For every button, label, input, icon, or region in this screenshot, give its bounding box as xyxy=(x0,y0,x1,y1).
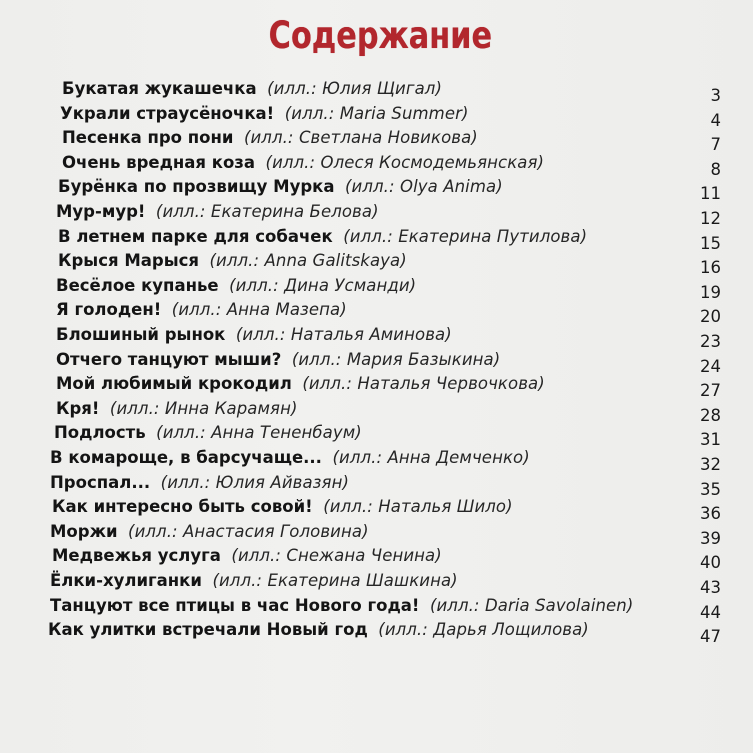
page-number: 27 xyxy=(700,381,721,401)
story-title: Проспал... xyxy=(50,472,151,492)
illustrator-credit: (илл.: Юлия Щигал) xyxy=(267,79,442,98)
toc-entry xyxy=(0,227,753,251)
toc-entry-text xyxy=(50,473,349,493)
story-title: В летнем парке для собачек xyxy=(58,226,333,246)
illustrator-credit: (илл.: Наталья Шило) xyxy=(323,497,513,517)
toc-entry xyxy=(0,571,753,595)
story-title: Я голоден! xyxy=(56,300,162,320)
toc-entry-text xyxy=(56,350,500,370)
toc-entry xyxy=(0,276,753,300)
page-number: 7 xyxy=(710,135,721,155)
illustrator-credit: (илл.: Анна Демченко) xyxy=(332,448,530,467)
illustrator-credit: (илл.: Daria Savolainen) xyxy=(429,595,634,615)
story-title: Букатая жукашечка xyxy=(62,79,257,98)
page-number: 43 xyxy=(700,578,721,597)
toc-entry-text xyxy=(54,423,362,443)
story-title: Весёлое купанье xyxy=(56,275,219,295)
illustrator-credit: (илл.: Наталья Червочкова) xyxy=(302,374,545,394)
illustrator-credit: (илл.: Анна Тененбаум) xyxy=(156,423,362,443)
toc-entry xyxy=(0,350,753,374)
page-number: 23 xyxy=(700,332,721,351)
story-title: Песенка про пони xyxy=(62,128,234,148)
toc-entry xyxy=(0,325,753,349)
page-number: 44 xyxy=(700,602,721,622)
illustrator-credit: (илл.: Анастасия Головина) xyxy=(128,521,369,541)
illustrator-credit: (илл.: Анна Мазепа) xyxy=(171,300,347,320)
page-number: 28 xyxy=(700,405,721,425)
toc-entry-text xyxy=(62,128,478,148)
toc-entry xyxy=(0,448,753,472)
page-number: 47 xyxy=(700,627,721,647)
page-number: 40 xyxy=(700,553,721,573)
toc-entry xyxy=(0,153,753,177)
story-title: Мой любимый крокодил xyxy=(56,374,292,394)
toc-entry xyxy=(0,473,753,497)
toc-entry-text xyxy=(52,546,442,566)
illustrator-credit: (илл.: Инна Карамян) xyxy=(109,398,298,418)
toc-entry xyxy=(0,399,753,423)
page-number: 4 xyxy=(710,110,721,130)
story-title: Кря! xyxy=(56,398,100,418)
toc-entry xyxy=(0,596,753,620)
toc-entry xyxy=(0,522,753,546)
illustrator-credit: (илл.: Екатерина Белова) xyxy=(155,202,379,221)
toc-entry-text xyxy=(60,104,469,124)
story-title: Подлость xyxy=(54,423,146,443)
toc-entry xyxy=(0,620,753,647)
toc-entry-text xyxy=(50,571,458,591)
toc-entry-text xyxy=(58,227,587,247)
illustrator-credit: (илл.: Снежана Ченина) xyxy=(231,546,442,566)
page-number: 36 xyxy=(700,504,721,524)
illustrator-credit: (илл.: Светлана Новикова) xyxy=(243,128,478,148)
toc-entry xyxy=(0,104,753,128)
toc-entry-text xyxy=(62,79,442,99)
story-title: Украли страусёночка! xyxy=(60,103,275,123)
page-title: Содержание xyxy=(268,14,493,57)
illustrator-credit: (илл.: Екатерина Путилова) xyxy=(343,226,588,246)
page-number: 20 xyxy=(700,307,721,327)
story-title: Как интересно быть совой! xyxy=(52,497,313,517)
illustrator-credit: (илл.: Наталья Аминова) xyxy=(235,325,452,344)
toc-entry xyxy=(0,177,753,204)
page-number: 31 xyxy=(700,430,721,450)
toc-entry-text xyxy=(50,448,530,468)
toc-entry-text xyxy=(52,497,513,517)
toc-entry-text xyxy=(56,276,416,296)
illustrator-credit: (илл.: Дарья Лощилова) xyxy=(378,620,589,640)
page-number: 11 xyxy=(700,184,721,204)
page-number: 19 xyxy=(700,282,721,302)
toc-entry xyxy=(0,300,753,327)
toc-entry-text xyxy=(56,374,545,394)
page-number: 15 xyxy=(700,233,721,253)
story-title: Ёлки-хулиганки xyxy=(50,571,202,590)
toc-entry-text xyxy=(62,153,544,173)
story-title: Блошиный рынок xyxy=(56,325,226,344)
illustrator-credit: (илл.: Anna Galitskaya) xyxy=(209,251,407,271)
toc-entry xyxy=(0,128,753,155)
toc-entry-text xyxy=(56,325,452,345)
page-number: 16 xyxy=(700,258,721,278)
story-title: Крыся Марыся xyxy=(58,251,199,271)
story-title: Медвежья услуга xyxy=(52,546,221,566)
page-number: 39 xyxy=(700,528,721,548)
toc-entry-text xyxy=(50,596,633,616)
illustrator-credit: (илл.: Мария Базыкина) xyxy=(291,349,501,369)
toc-entry-text xyxy=(58,251,407,271)
toc-entry xyxy=(0,251,753,278)
toc-entry-text xyxy=(56,202,379,222)
toc-entry-text xyxy=(58,177,503,197)
illustrator-credit: (илл.: Maria Summer) xyxy=(284,103,469,123)
illustrator-credit: (илл.: Олеся Космодемьянская) xyxy=(265,152,545,172)
illustrator-credit: (илл.: Екатерина Шашкина) xyxy=(212,571,458,590)
page-number: 8 xyxy=(710,159,721,179)
story-title: Очень вредная коза xyxy=(62,152,256,172)
story-title: Моржи xyxy=(50,521,118,541)
toc-entry-text xyxy=(48,620,589,640)
illustrator-credit: (илл.: Дина Усманди) xyxy=(229,275,417,295)
toc-entry-text xyxy=(50,522,369,542)
toc-entry-text xyxy=(56,399,298,419)
page-number: 24 xyxy=(700,356,721,376)
toc-entry xyxy=(0,423,753,450)
story-title: Мур-мур! xyxy=(56,202,146,221)
toc-entry-text xyxy=(56,300,347,320)
illustrator-credit: (илл.: Юлия Айвазян) xyxy=(160,472,349,492)
toc-entry xyxy=(0,546,753,573)
illustrator-credit: (илл.: Olya Anima) xyxy=(345,177,503,197)
story-title: Отчего танцуют мыши? xyxy=(56,349,282,369)
toc-entry xyxy=(0,374,753,401)
story-title: В комароще, в барсучаще... xyxy=(50,448,322,467)
page-number: 12 xyxy=(700,209,721,228)
toc-entry xyxy=(0,79,753,103)
page-number: 32 xyxy=(700,455,721,474)
story-title: Как улитки встречали Новый год xyxy=(48,620,368,640)
page-number: 3 xyxy=(710,86,721,105)
page-number: 35 xyxy=(700,479,721,499)
story-title: Танцуют все птицы в час Нового года! xyxy=(50,595,420,615)
story-title: Бурёнка по прозвищу Мурка xyxy=(58,177,335,197)
toc-entry xyxy=(0,202,753,226)
toc-entry xyxy=(0,497,753,524)
